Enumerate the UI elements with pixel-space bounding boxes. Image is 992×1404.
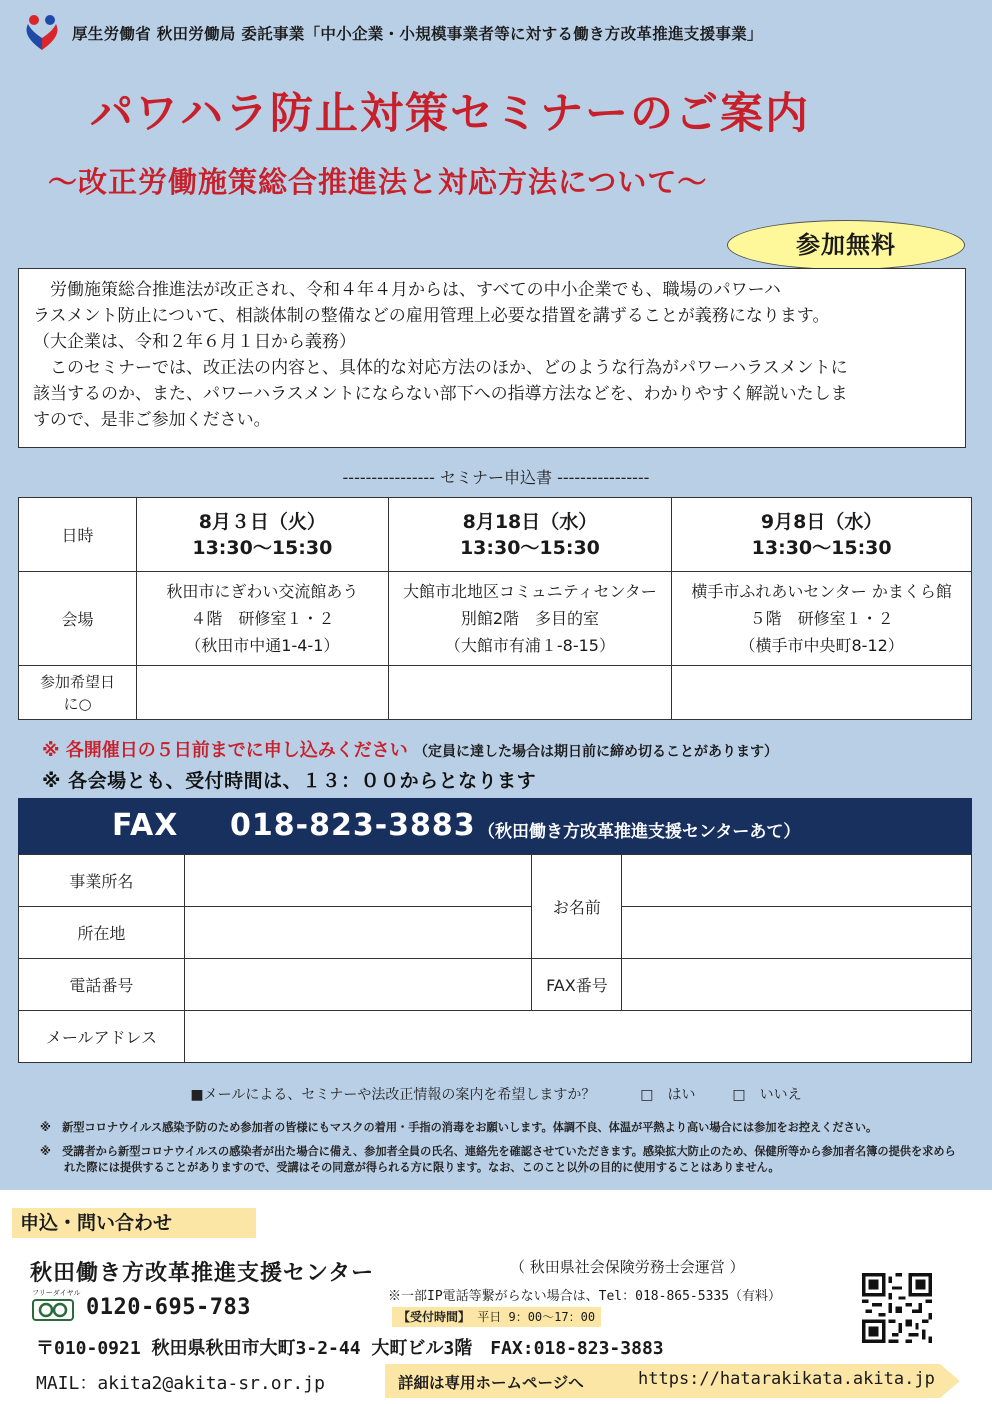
ministry-logo-icon — [22, 12, 62, 52]
email-field[interactable] — [184, 1011, 971, 1063]
intro-line: ラスメント防止について、相談体制の整備などの雇用管理上必要な措置を講ずることが義務になります。 — [33, 306, 830, 326]
covid-notices — [40, 1120, 965, 1184]
hours-value: 平日 9：00〜17：00 — [477, 1310, 596, 1324]
venue-room: 別館2階 多目的室 — [460, 609, 600, 628]
freephone-number[interactable]: 0120-695-783 — [86, 1295, 251, 1320]
venue-address: （横手市中央町8-12） — [739, 636, 904, 655]
apply-label-line: 参加希望日 — [40, 672, 116, 691]
venue-address: （大館市有浦１-8-15） — [444, 636, 615, 655]
address-label: 所在地 — [19, 907, 185, 959]
apply-checkbox-cell[interactable] — [137, 666, 388, 720]
session-date-cell — [672, 498, 972, 572]
intro-line: すので、是非ご参加ください。 — [33, 410, 271, 430]
notice-contact: ※ 受講者から新型コロナウイルスの感染者が出た場合に備え、参加者全員の氏名、連絡先を確認させていただきます。感染拡大防止のため、保健所等から参加者名簿の提供を求められた際には提供することがありますので、受講はその同意が得られる方に限ります。なお、このこと以外の目的に使用することはありません。 — [40, 1145, 956, 1174]
venue-name: 秋田市にぎわい交流館あう — [166, 582, 359, 601]
website-lead: 詳細は専用ホームページへ — [398, 1374, 584, 1392]
deadline-note-main: ※ 各開催日の５日前までに申し込みください — [42, 740, 408, 761]
venue-name: 横手市ふれあいセンター かまくら館 — [691, 582, 952, 601]
session-time: 13:30〜15:30 — [192, 536, 333, 559]
phone-field[interactable] — [184, 959, 532, 1011]
name-field[interactable] — [622, 907, 972, 959]
session-date: 8月18日（水） — [462, 510, 598, 533]
email-pref-question: ■メールによる、セミナーや法改正情報の案内を希望しますか？ — [190, 1087, 596, 1103]
website-link[interactable]: https://hatarakikata.akita.jp — [638, 1369, 935, 1389]
deadline-note-sub: （定員に達した場合は期日前に締め切ることがあります） — [414, 744, 779, 760]
office-label: 事業所名 — [19, 855, 185, 907]
apply-label — [19, 666, 137, 720]
intro-box — [18, 268, 966, 448]
intro-line: 該当するのか、また、パワーハラスメントにならない部下への指導方法などを、わかりやすく解説いたしま — [33, 384, 848, 404]
intro-line: （大企業は、令和２年６月１日から義務） — [33, 332, 356, 352]
qr-code-icon[interactable] — [862, 1273, 932, 1343]
reception-note: ※ 各会場とも、受付時間は、１３：００からとなります — [42, 770, 537, 792]
freedial-label: フリーダイヤル — [32, 1289, 81, 1297]
session-date: 8月３日（火） — [198, 510, 326, 533]
venue-cell — [137, 572, 388, 666]
notice-mask: ※ 新型コロナウイルス感染予防のため参加者の皆様にもマスクの着用・手指の消毒をお願いします。体調不良、体温が平熱より高い場合には参加をお控えください。 — [40, 1121, 878, 1134]
fax-banner — [18, 798, 972, 854]
page-title: パワハラ防止対策セミナーのご案内 — [90, 89, 810, 139]
venue-address: （秋田市中通1-4-1） — [185, 636, 340, 655]
hours-label: 【受付時間】 — [398, 1310, 471, 1324]
schedule-table — [18, 497, 972, 720]
venue-name: 大館市北地区コミュニティセンター — [403, 582, 657, 601]
email-pref-no-checkbox[interactable]: □ いいえ — [732, 1087, 802, 1103]
venue-room: ５階 研修室１・２ — [749, 609, 894, 628]
office-field[interactable] — [184, 855, 532, 907]
apply-checkbox-cell[interactable] — [672, 666, 972, 720]
apply-checkbox-cell[interactable] — [388, 666, 672, 720]
intro-line: 労働施策総合推進法が改正され、令和４年４月からは、すべての中小企業でも、職場のパワーハ — [33, 280, 781, 300]
free-badge: 参加無料 — [727, 220, 965, 270]
name-field-furigana[interactable] — [622, 855, 972, 907]
name-label: お名前 — [532, 855, 622, 959]
page-subtitle: 〜改正労働施策総合推進法と対応方法について〜 — [48, 165, 708, 199]
email-preference — [0, 1084, 992, 1104]
venue-room: ４階 研修室１・２ — [190, 609, 335, 628]
session-time: 13:30〜15:30 — [459, 536, 600, 559]
reception-hours — [392, 1307, 601, 1327]
address-field[interactable] — [184, 907, 532, 959]
contact-email[interactable]: MAIL：akita2@akita-sr.or.jp — [36, 1373, 325, 1394]
session-date-cell — [137, 498, 388, 572]
contact-tab: 申込・問い合わせ — [12, 1208, 256, 1238]
email-pref-yes-checkbox[interactable]: □ はい — [640, 1087, 696, 1103]
form-heading: ---------------- セミナー申込書 ---------------- — [342, 468, 650, 487]
venue-cell — [388, 572, 672, 666]
venue-cell — [672, 572, 972, 666]
deadline-note — [42, 736, 778, 762]
session-date: 9月8日（水） — [760, 510, 883, 533]
org-name: 秋田働き方改革推進支援センター — [30, 1261, 375, 1286]
freedial-icon — [32, 1299, 74, 1321]
fax-label: FAX — [112, 808, 179, 843]
apply-label-line: に○ — [63, 694, 92, 713]
fax-field-label: FAX番号 — [532, 959, 622, 1011]
session-time: 13:30〜15:30 — [751, 536, 892, 559]
phone-label: 電話番号 — [19, 959, 185, 1011]
org-operator: （ 秋田県社会保険労務士会運営 ） — [510, 1258, 745, 1276]
fax-field[interactable] — [622, 959, 972, 1011]
session-date-cell — [388, 498, 672, 572]
ip-phone-note: ※一部IP電話等繋がらない場合は、Tel：018-865-5335（有料） — [388, 1289, 782, 1304]
email-label: メールアドレス — [19, 1011, 185, 1063]
fax-recipient: （秋田働き方改革推進支援センターあて） — [478, 822, 801, 842]
postal-address: 〒010-0921 秋田県秋田市大町3-2-44 大町ビル3階 FAX:018-823-3883 — [36, 1338, 664, 1359]
application-form — [18, 854, 972, 1063]
intro-line: このセミナーでは、改正法の内容と、具体的な対応方法のほか、どのような行為がパワーハラスメントに — [33, 358, 848, 378]
venue-label: 会場 — [19, 572, 137, 666]
fax-number: 018-823-3883 — [230, 808, 476, 843]
sponsor-line: 厚生労働省 秋田労働局 委託事業「中小企業・小規模事業者等に対する働き方改革推進支援事業」 — [72, 25, 763, 43]
date-label: 日時 — [19, 498, 137, 572]
